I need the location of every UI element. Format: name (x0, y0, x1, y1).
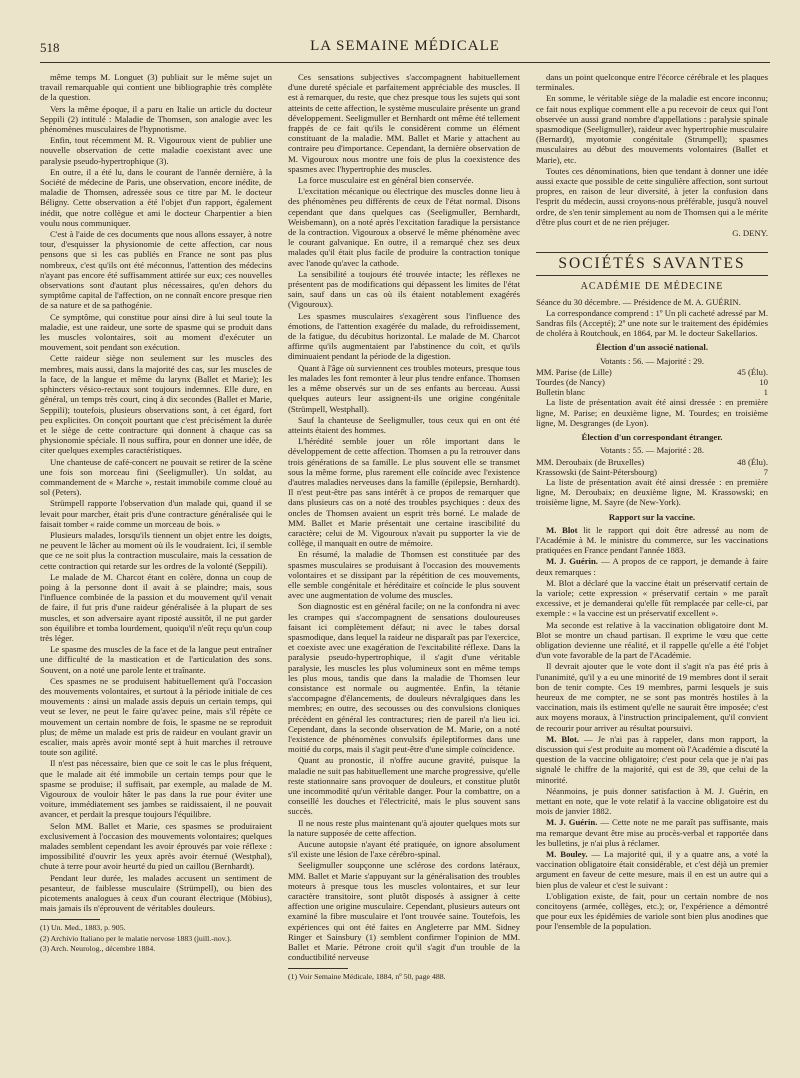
speaker-name: M. Blot. (546, 733, 580, 744)
report-paragraph (536, 661, 768, 732)
paragraph: Une chanteuse de café-concert ne pouvait se retirer de la scène une fois son morceau fini (Seeligmuller). Un soldat, au commandement de « Marche », restait immobile comme cloué au sol (Peters). (40, 456, 272, 498)
footnote: (3) Arch. Neurolog., décembre 1884. (40, 944, 156, 954)
paragraph: Plusieurs malades, lorsqu'ils tiennent un objet entre les doigts, ne peuvent le lâcher au moment où ils le voudraient. Ici, il semble que ce ne soit plus la contraction musculaire, mais la cessation de cette contraction qui retarde sur les ordres de la volonté (Seppili). (40, 529, 272, 571)
speaker-name: M. J. Guérin. (546, 817, 598, 828)
presentation-list: La liste de présentation avait été ainsi dressée : en première ligne, M. Parise; en deuxième ligne, M. Tourdes; en troisième ligne, M. Desgranges (de Lyon). (536, 397, 768, 428)
academy-title: ACADÉMIE DE MÉDECINE (580, 281, 724, 293)
report-title: Rapport sur la vaccine. (608, 511, 696, 522)
candidate-row (536, 457, 768, 467)
report-text: L'obligation existe, de fait, pour un certain nombre de nos concitoyens (armée, collèges, etc.); or, l'expérience a démontré que pour eux les épidémies de variole sont bien plus anodines que pour l'ensemble de la population. (536, 890, 768, 932)
page-number: 518 (40, 40, 60, 55)
report-paragraph (536, 556, 768, 576)
report-paragraph (536, 817, 768, 848)
paragraph: Il ne nous reste plus maintenant qu'à ajouter quelques mots sur la nature supposée de cette affection. (288, 817, 520, 838)
candidate-row (536, 377, 768, 387)
paragraph: Le malade de M. Charcot étant en colère, donna un coup de poing à la personne dont il avait à se plaindre; mais, sous l'influence combinée de la passion et du mouvement qu'il venait de faire, il fut pris d'une raideur généralisée à la plupart de ses muscles, et son adversaire ayant riposté aussitôt, il ne put garder son équilibre et tomba lourdement, quoiqu'il n'eût reçu qu'un coup très léger. (40, 571, 272, 643)
candidate-row (536, 467, 768, 477)
page-header (40, 36, 770, 58)
footnote: (1) Voir Semaine Médicale, 1884, nº 50, page 488. (288, 972, 446, 982)
paragraph: L'excitation mécanique ou électrique des muscles donne lieu à des phénomènes peu différents de ceux de l'état normal. Disons cependant que dans quelques cas (Seeligmuller, Bernhardt, Weisbemann), on a noté après l'excitation faradique la persistance de la contraction. Vigouroux a observé le même phénomène avec le courant galvanique. En outre, il a remarqué chez ses deux malades qu'il était plus facile de produire la contraction tonique avec l'anode qu'avec la cathode. (288, 186, 520, 268)
paragraph: Seeligmuller soupçonne une sclérose des cordons latéraux, MM. Ballet et Marie s'appuyant sur la généralisation des troubles moteurs à presque tous les muscles volontaires, et sur leur caractère transitoire, sont plutôt disposés à assigner à cette affection une origine musculaire. Cependant, plusieurs auteurs ont examiné la fibre musculaire et l'ont trouvée saine. Toutefois, les expériences qui ont été faites en Angleterre par MM. Sidney Ringer et Sainsbury (1) semblent confirmer l'opinion de MM. Ballet et Marie. Pétrone croit qu'il s'agit d'un trouble de la conductibilité nerveuse (288, 860, 520, 963)
candidate-row (536, 387, 768, 397)
paragraph: Ce symptôme, qui constitue pour ainsi dire à lui seul toute la maladie, est une raideur, une sorte de spasme qui se produit dans les muscles volontaires, soit au moment d'exécuter un mouvement, soit pendant son exécution. (40, 311, 272, 353)
candidate-votes: 48 (Élu). (737, 456, 768, 467)
candidate-name: MM. Deroubaix (de Bruxelles) (536, 456, 645, 467)
paragraph: Quant à l'âge où surviennent ces troubles moteurs, presque tous les malades les font remonter à leur plus tendre enfance. Thomsen les a même observés sur un de ses enfants au berceau. Aussi quelques auteurs leur assignent-ils une origine congénitale (Strümpell, Westphall). (288, 362, 520, 414)
paragraph: Toutes ces dénominations, bien que tendant à donner une idée aussi exacte que possible de cette singulière affection, sont surtout propres, en raison de leur diversité, à jeter la confusion dans l'esprit du médecin, aussi croyons-nous préférable, jusqu'à nouvel ordre, de s'en tenir simplement au nom de Thomsen qui a le mérite d'être plus court et de ne rien préjuger. (536, 165, 768, 227)
report-text: Ma seconde est relative à la vaccination obligatoire dont M. Blot se montre un chaud partisan. Il exprime le vœu que cette obligation devienne une réalité, et il rappelle qu'elle a été l'objet d'un vote favorable de la part de l'Académie. (536, 619, 768, 661)
speaker-name: M. J. Guérin. (546, 556, 598, 567)
presentation-list: La liste de présentation avait été ainsi dressée : en première ligne, M. Deroubaix; en deuxième ligne, M. Krassowski; en troisième ligne, M. Sayre (de New-York). (536, 476, 768, 508)
report-paragraph (536, 786, 768, 817)
candidate-name: Tourdes (de Nancy) (536, 377, 605, 388)
column-left (40, 72, 272, 1072)
paragraph: Vers la même époque, il a paru en Italie un article du docteur Seppili (2) intitulé : Maladie de Thomsen, son analogie avec les phénomènes musculaires de l'hypnotisme. (40, 103, 272, 135)
report-paragraph (536, 525, 768, 556)
paragraph: Cette raideur siège non seulement sur les muscles des membres, mais aussi, dans la majorité des cas, sur les muscles de la face, de la langue et même du larynx (Ballet et Marie); les sphincters vésico-rectaux sont toujours indemnes. Elle dure, en général, un temps très court, cinq à dix secondes (Ballet et Marie, Seppili); toutefois, plusieurs observations sont, à cet égard, fort peu explicites. On conçoit pourtant que c'est précisément la durée et le siège de cette contracture qui donnent à chaque cas sa physionomie spéciale. Il nous suffira, pour en donner une idée, de citer quelques exemples caractéristiques. (40, 353, 272, 456)
candidate-votes: 10 (759, 377, 768, 388)
paragraph: Quant au pronostic, il n'offre aucune gravité, puisque la maladie ne suit pas habituellement une marche progressive, qu'elle reste stationnaire sans provoquer de douleurs, et constitue plutôt une incommodité qu'un véritable danger. Pour la combattre, on a conseillé les douches et l'électricité, mais le plus souvent sans succès. (288, 755, 520, 817)
footnote: (2) Archivio Italiano per le malatie nervose 1883 (juill.-nov.). (40, 933, 232, 943)
paragraph: En résumé, la maladie de Thomsen est constituée par des spasmes musculaires se produisant à l'occasion des mouvements volontaires et se dissipant par la répétition de ces mouvements, elle semble congénitale et héréditaire et coïncide le plus souvent avec une augmentation de volume des muscles. (288, 549, 520, 601)
election-title: Élection d'un associé national. (596, 342, 708, 353)
candidate-name: MM. Parise (de Lille) (536, 366, 612, 377)
paragraph: Il n'est pas nécessaire, bien que ce soit le cas le plus fréquent, que le malade ait été immobile un certain temps pour que le spasme se produise; il suffisait, par exemple, au malade de M. Vigouroux de vouloir hâter le pas dans la rue pour éviter une voiture, immédiatement ses jambes se raidissaient, il ne pouvait avancer, et perdait la presque toujours l'équilibre. (40, 758, 272, 820)
report-paragraph (536, 849, 768, 890)
report-paragraph (536, 734, 768, 785)
paragraph: dans un point quelconque entre l'écorce cérébrale et les plaques terminales. (536, 72, 768, 93)
speaker-name: M. Blot (546, 524, 578, 535)
paragraph: Selon MM. Ballet et Marie, ces spasmes se produiraient exclusivement à l'occasion des mouvements volontaires; quelques malades semblent cependant les avoir éprouvés par voie réflexe : impossibilité d'ouvrir les yeux après avoir éternué (Westphal), chute à terre pour avoir heurté du pied un caillou (Bernhardt). (40, 820, 272, 872)
paragraph: Pendant leur durée, les malades accusent un sentiment de pesanteur, de faiblesse musculaire (Strümpell), ou bien des picotements analogues à ceux d'un courant électrique (Möbius), mais jamais ils n'éprouvent de véritables douleurs. (40, 872, 272, 914)
paragraph: Enfin, tout récemment M. R. Vigouroux vient de publier une nouvelle observation de cette maladie coexistant avec une paralysie pseudo-hypertrophique (3). (40, 135, 272, 166)
report-paragraph (536, 578, 768, 619)
candidate-name: Krassowski (de Saint-Pétersbourg) (536, 466, 657, 477)
candidate-name: Bulletin blanc (536, 387, 585, 398)
paragraph: En outre, il a été lu, dans le courant de l'année dernière, à la Société de médecine de Paris, une observation, encore inédite, de maladie de Thomsen, adressée sous ce titre par M. le docteur Béligny. Cette observation a été l'objet d'un rapport, également inédit, que notre collègue et ami le docteur Charpentier a bien voulu nous communiquer. (40, 166, 272, 228)
candidate-row (536, 367, 768, 377)
section-title: SOCIÉTÉS SAVANTES (536, 252, 768, 276)
candidate-votes: 45 (Élu). (737, 366, 768, 377)
author-signature: G. DENY. (732, 228, 768, 239)
paragraph: Le spasme des muscles de la face et de la langue peut entraîner une difficulté de la mastication et de l'articulation des sons. Souvent, on a noté une parole lente et traînante. (40, 644, 272, 675)
report-text: M. Blot a déclaré que la vaccine était un préservatif certain de la variole; cette expression « préservatif certain » me paraît excessive, et je demanderai qu'elle fût remplacée par celle-ci, par exemple : « la vaccine est un préservatif excellent ». (536, 577, 768, 619)
vote-count: Votants : 55. — Majorité : 28. (599, 445, 705, 456)
paragraph: Aucune autopsie n'ayant été pratiquée, on ignore absolument s'il existe une lésion de l'axe cérébro-spinal. (288, 839, 520, 860)
report-paragraph (536, 891, 768, 932)
paragraph: Ces sensations subjectives s'accompagnent habituellement d'une dureté spéciale et parfaitement appréciable des muscles. Il est à remarquer, du reste, que chez presque tous les sujets qui sont atteints de cette affection, le système musculaire présente un grand développement. Seeligmuller et Bernhardt ont même été tellement frappés de ce fait qu'ils le considèrent comme un élément constituant de la maladie. MM. Ballet et Marie y attachent au contraire peu d'importance. Cependant, la dernière observation de M. Vigouroux nous montre une fois de plus la coexistence des spasmes avec l'hypertrophie des muscles. (288, 72, 520, 174)
paragraph: La force musculaire est en général bien conservée. (298, 175, 474, 186)
report-paragraph (536, 620, 768, 661)
vote-count: Votants : 56. — Majorité : 29. (599, 355, 705, 366)
header-rule (40, 62, 770, 63)
paragraph: C'est à l'aide de ces documents que nous allons essayer, à notre tour, d'esquisser la physionomie de cette affection, car nous pensons que si les cas publiés en France ne sont pas plus nombreux, c'est qu'ils ont été méconnus, l'attention des médecins n'ayant pas encore été suffisamment attirée sur eux; ces nouvelles observations sont d'autant plus nécessaires, qu'en dehors du symptôme capital de l'affection, on ne connaît encore presque rien de sa nature et de sa pathogénie. (40, 229, 272, 311)
paragraph: Les spasmes musculaires s'exagèrent sous l'influence des émotions, de l'attention exagérée du malade, du refroidissement, de la fatigue, du décubitus horizontal. Le malade de M. Charcot affirme qu'ils augmentaient par l'abstinence du coït, et qu'ils diminuaient pendant la période de la digestion. (288, 310, 520, 362)
paragraph: même temps M. Longuet (3) publiait sur le même sujet un travail remarquable qui contient une bibliographie très complète de la question. (40, 72, 272, 103)
paragraph: L'hérédité semble jouer un rôle important dans le développement de cette affection. Thomsen a pu la retrouver dans trois générations de sa famille. Le plus souvent elle se transmet sous la même forme, plus rarement elle coïncide avec l'existence d'autres maladies nerveuses dans la famille (épilepsie, Bernhardt). Il n'est peut-être pas sans intérêt à ce propos de remarquer que dans plusieurs cas on a noté des troubles psychiques : deux des oncles de Thomsen avaient un esprit très borné. Le malade de MM. Ballet et Marie présentait une certaine irascibilité du caractère; celui de M. Vigouroux n'avait pu supporter la vie de collège, il manquait en outre de mémoire. (288, 436, 520, 549)
election-title: Élection d'un correspondant étranger. (581, 432, 723, 443)
report-text: — Cette note ne me paraît pas suffisante, mais ma remarque devant être mise au procès-verbal et rapportée dans les bulletins, je n'ai plus à réclamer. (536, 817, 768, 848)
seance-line: Séance du 30 décembre. — Présidence de M. A. GUÉRIN. (536, 296, 741, 307)
report-text: — A propos de ce rapport, je demande à faire deux remarques : (536, 556, 768, 577)
journal-title: LA SEMAINE MÉDICALE (310, 38, 500, 54)
paragraph: Ces spasmes ne se produisent habituellement qu'à l'occasion des mouvements volontaires, et surtout à la période initiale de ces mouvements : ainsi un malade assis depuis un certain temps, qui veut se lever, ne peut le faire qu'avec peine, mais s'il répète ce mouvement un certain nombre de fois, le spasme ne se reproduit plus; de même un malade est pris de raideur en voulant gravir un escalier, mais après avoir monté sept à huit marches il retrouve toute son agilité. (40, 675, 272, 758)
speaker-name: M. Bouley. (546, 849, 588, 860)
column-right (536, 72, 768, 1072)
report-text: — La majorité qui, il y a quatre ans, a voté la vaccination obligatoire était considérable, et c'est déjà un premier argument en faveur de cette mesure, mais il en est un autre qui a bien plus de valeur et c'est le suivant : (536, 849, 768, 890)
footnote: (1) Un. Med., 1883, p. 905. (40, 923, 126, 933)
paragraph: Son diagnostic est en général facile; on ne la confondra ni avec les crampes qui s'accompagnent de sensations douloureuses faisant ici complètement défaut; ni avec le tabes dorsal spasmodique, dans lequel la raideur ne disparaît pas par l'exercice, et coexiste avec une exagération de l'excitabilité réflexe. Dans la paralysie pseudo-hypertrophique, il s'agit d'une véritable paralysie, les muscles les plus volumineux sont en même temps les plus mous, tandis que dans la maladie de Thomsen leur consistance est normale ou augmentée. Enfin, la tétanie s'accompagne d'élancements, de douleurs névralgiques dans les membres; en outre, des secousses ou des convulsions cloniques précèdent en général les contractures; rien de pareil n'a lieu ici. Cependant, dans la seconde observation de M. Marie, on a noté l'existence de phénomènes convulsifs épileptiformes dans une moitié du corps, mais il s'agit peut-être d'une simple coïncidence. (288, 601, 520, 755)
report-text: lit le rapport qui doit être adressé au nom de l'Académie à M. le ministre du commerce, sur les vaccinations pratiquées en France pendant l'année 1883. (536, 524, 768, 556)
paragraph: En somme, le véritable siège de la maladie est encore inconnu; ce fait nous explique comment elle a pu recevoir de ceux qui l'ont observée un aussi grand nombre d'appellations : paralysie spinale spasmodique (Seeligmuller), raideur avec hypertrophie musculaire (Bernardt), myotomie congénitale (Strumpell); spasmes musculaires au début des mouvements volontaires (Ballet et Marie), etc. (536, 93, 768, 165)
correspondence-paragraph: La correspondance comprend : 1º Un pli cacheté adressé par M. Sandras fils (Accepté); 2º une note sur le traitement des épidémies de choléra à Routchouk, en 1864, par M. le docteur Sakellarios. (536, 307, 768, 339)
report-text: Il devrait ajouter que le vote dont il s'agit n'a pas été pris à l'unanimité, qu'il y a eu une minorité de 19 membres dont il serait bon de tenir compte. Ces 19 membres, parmi lesquels je suis heureux de me compter, ne se sont pas montrés hostiles à la vaccination, mais ils estiment qu'elle ne saurait être imposée; c'est aux moyens moraux, à l'instruction principalement, qu'il convient de recourir pour arriver au résultat poursuivi. (536, 661, 768, 733)
column-middle (288, 72, 520, 1072)
paragraph: Strümpell rapporte l'observation d'un malade qui, quand il se levait pour marcher, était pris d'une contracture généralisée qui le faisait tomber « raide comme un morceau de bois. » (40, 498, 272, 529)
footnote-rule (288, 968, 348, 969)
candidate-votes: 7 (763, 466, 768, 477)
candidate-votes: 1 (763, 387, 768, 398)
paragraph: La sensibilité a toujours été trouvée intacte; les réflexes ne présentent pas de modifications qui dépassent les limites de l'état sain, sauf dans un cas où ils étaient notablement exagérés (Vigouroux). (288, 268, 520, 310)
report-text: — Je n'ai pas à rappeler, dans mon rapport, la discussion qui s'est produite au moment où l'Académie a discuté la question de la vaccine obligatoire; c'est pour cela que je n'ai pas signalé le chiffre de la majorité, qui est de 39, que celui de la minorité. (536, 733, 768, 785)
paragraph: Sauf la chanteuse de Seeligmuller, tous ceux qui en ont été atteints étaient des hommes. (288, 414, 520, 435)
footnote-rule (40, 919, 100, 920)
report-text: Néanmoins, je puis donner satisfaction à M. J. Guérin, en mettant en note, que le vote relatif à la vaccine obligatoire est du mois de janvier 1882. (536, 785, 768, 817)
